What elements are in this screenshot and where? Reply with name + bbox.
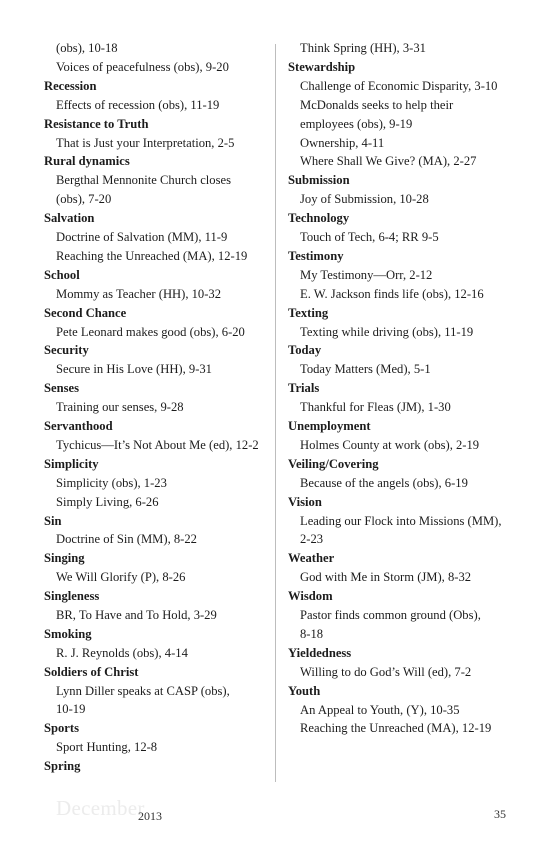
index-entry [44,719,276,757]
index-heading: Unemployment [288,419,371,434]
index-heading: Trials [288,381,320,396]
page-number: 35 [494,807,506,821]
index-heading: Salvation [44,211,95,226]
index-entry [44,304,276,342]
index-heading: Sin [44,513,62,528]
index-column-left [44,39,276,776]
index-item: Pastor finds common ground (Obs), [300,608,481,622]
index-item: Texting while driving (obs), 11-19 [300,324,474,339]
index-item: Lynn Diller speaks at CASP (obs), [56,683,230,698]
index-entry [288,549,518,587]
index-item: Ownership, 4-11 [300,135,385,150]
index-heading: Wisdom [288,589,333,604]
index-item: Leading our Flock into Missions (MM), [300,513,502,528]
index-heading: Youth [288,683,321,698]
index-entry [288,587,518,644]
index-heading: Smoking [44,626,92,641]
index-entry [288,455,518,493]
index-entry [44,455,276,512]
index-item: (obs), 7-20 [56,192,112,207]
index-entry [288,171,518,209]
index-item: Doctrine of Salvation (MM), 11-9 [56,230,228,244]
index-entry [44,39,276,77]
index-item: R. J. Reynolds (obs), 4-14 [56,645,188,660]
index-item: Challenge of Economic Disparity, 3-10 [300,78,498,93]
index-heading: Senses [44,381,79,396]
index-entry [44,549,276,587]
index-heading: Weather [288,551,335,566]
index-item: Today Matters (Med), 5-1 [300,362,431,377]
index-heading: Second Chance [44,305,127,320]
index-entry [288,644,518,682]
index-entry [44,209,276,266]
index-item: An Appeal to Youth, (Y), 10-35 [300,702,460,717]
index-item: McDonalds seeks to help their [300,97,454,112]
index-heading: Security [44,343,89,358]
index-entry [288,417,518,455]
index-entry [44,266,276,304]
index-item: Tychicus—It’s Not About Me (ed), 12-2 [56,437,259,452]
index-entry [288,247,518,304]
index-entry [44,77,276,115]
index-entry [288,682,518,739]
index-entry [288,379,518,417]
footer-month: December [56,796,145,820]
index-heading: Yieldedness [288,645,352,660]
index-entry [288,304,518,342]
index-entry [44,625,276,663]
index-entry [44,379,276,417]
index-heading: School [44,267,80,282]
index-item: God with Me in Storm (JM), 8-32 [300,570,472,585]
index-entry [288,58,518,171]
index-item: My Testimony—Orr, 2-12 [300,267,433,282]
index-item: Simplicity (obs), 1-23 [56,475,167,490]
index-item: Voices of peacefulness (obs), 9-20 [56,59,229,74]
index-entry [44,115,276,153]
index-item: Holmes County at work (obs), 2-19 [300,437,480,452]
footer-year: 2013 [138,809,162,823]
index-item: Pete Leonard makes good (obs), 6-20 [56,324,245,339]
index-entry [44,663,276,720]
index-heading: Texting [288,305,329,320]
index-heading: Veiling/Covering [288,456,379,471]
index-heading: Singleness [44,589,100,604]
index-heading: Sports [44,721,79,736]
index-entry [44,152,276,209]
index-entry [44,341,276,379]
index-item: Bergthal Mennonite Church closes [56,173,231,188]
index-item: Training our senses, 9-28 [56,400,184,415]
index-item: Touch of Tech, 6-4; RR 9-5 [300,230,439,245]
index-heading: Today [288,343,322,358]
index-heading: Vision [288,494,322,509]
column-divider [275,44,276,782]
index-item: Reaching the Unreached (MA), 12-19 [56,248,248,263]
index-heading: Rural dynamics [44,154,130,169]
index-entry [44,587,276,625]
index-heading: Recession [44,78,97,93]
index-heading: Technology [288,211,350,226]
index-item: Where Shall We Give? (MA), 2-27 [300,154,477,169]
index-column-right [288,39,518,738]
index-entry [288,493,518,550]
index-heading: Submission [288,173,350,188]
index-item: Willing to do God’s Will (ed), 7-2 [300,664,472,679]
index-item: Because of the angels (obs), 6-19 [300,475,468,490]
index-item: Sport Hunting, 12-8 [56,740,158,755]
index-item: employees (obs), 9-19 [300,116,413,131]
index-entry [44,512,276,550]
index-item: BR, To Have and To Hold, 3-29 [56,607,217,622]
index-item: Think Spring (HH), 3-31 [300,41,426,55]
index-item: 2-23 [300,532,324,547]
index-heading: Simplicity [44,456,99,471]
index-item: Secure in His Love (HH), 9-31 [56,362,212,377]
index-item: 8-18 [300,626,324,641]
index-heading: Singing [44,551,85,566]
index-heading: Stewardship [288,59,356,74]
index-item: Doctrine of Sin (MM), 8-22 [56,532,197,547]
index-item: Joy of Submission, 10-28 [300,192,429,207]
index-item: Simply Living, 6-26 [56,494,159,509]
index-entry [44,757,276,776]
index-item: Reaching the Unreached (MA), 12-19 [300,721,492,736]
index-heading: Soldiers of Christ [44,664,139,679]
index-entry [288,341,518,379]
index-entry [288,209,518,247]
index-item: (obs), 10-18 [56,41,118,55]
index-item: E. W. Jackson finds life (obs), 12-16 [300,286,484,301]
index-item: 10-19 [56,702,86,717]
index-entry [44,417,276,455]
index-item: We Will Glorify (P), 8-26 [56,570,186,585]
index-item: Thankful for Fleas (JM), 1-30 [300,400,451,415]
index-heading: Spring [44,759,81,774]
index-entry [288,39,518,58]
index-heading: Testimony [288,248,344,263]
index-heading: Servanthood [44,419,113,433]
index-item: Effects of recession (obs), 11-19 [56,97,220,112]
index-heading: Resistance to Truth [44,116,149,131]
index-item: Mommy as Teacher (HH), 10-32 [56,286,222,301]
index-item: That is Just your Interpretation, 2-5 [56,135,235,150]
